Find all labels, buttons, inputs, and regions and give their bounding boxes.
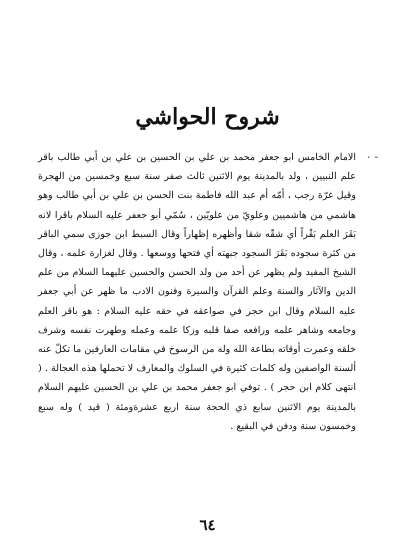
note-paragraph: الامام الخامس ابو جعفر محمد بن علي بن الحسين بن علي بن أبي طالب باقر علم النبيين ، ولد بالمدينة يوم الاثنين ثالث صفر سنة سبع وخمسين من الهجرة وقيل غرّة رجب ، أمّه أم عبد الله فاطمة بنت الحسن بن علي بن أبي طالب وهو هاشمي من هاشميين وعلويّ من علويّين ، سُمّي أبو جعفر عليه السلام باقرا لانه بَقَرَ العلم بَقْراً أي شقّه شقا وأظهره إظهاراً وقال السبط ابن جوزى سمي الباقر من كثرة سجوده بَقَرَ السجود جبهته أي فتحها ووسعها . وقال لغزارة علمه ، وقال الشيخ المفيد ولم يظهر عن أحد من ولد الحسن والحسين عليهما السلام من علم الدين والآثار والسنة وعلم القرآن والسيرة وفنون الادب ما ظهر عن أبي جعفر عليه السلام وقال ابن حجر في صواعقه في حقه عليه السلام : هو باقر العلم وجامعه وشاهر علمه ورافعه صفا قلبه وزكا علمه وعمله وطهرت نفسه وشرف خلقه وعمرت أوقاته بطاعة الله وله من الرسوخ في مقامات العارفين ما تكلّ عنه ألسنة الواصفين وله كلمات كثيرة في السلوك والمعارف لا تحملها هذه العجالة . ( انتهى كلام ابن حجر ) . توفي ابو جعفر محمد بن علي بن الحسين عليهم السلام بالمدينة يوم الاثنين سابع ذي الحجة سنة اربع عشرةومئة ( قيد ) وله سبع وخمسون سنة ودفن في البقيع . [38,152,356,432]
note-body [38,148,356,436]
page-number: ٦٤ [199,516,216,534]
page-title: شروح الحواشي [135,104,280,130]
note-marker: - ٠ [366,152,378,163]
